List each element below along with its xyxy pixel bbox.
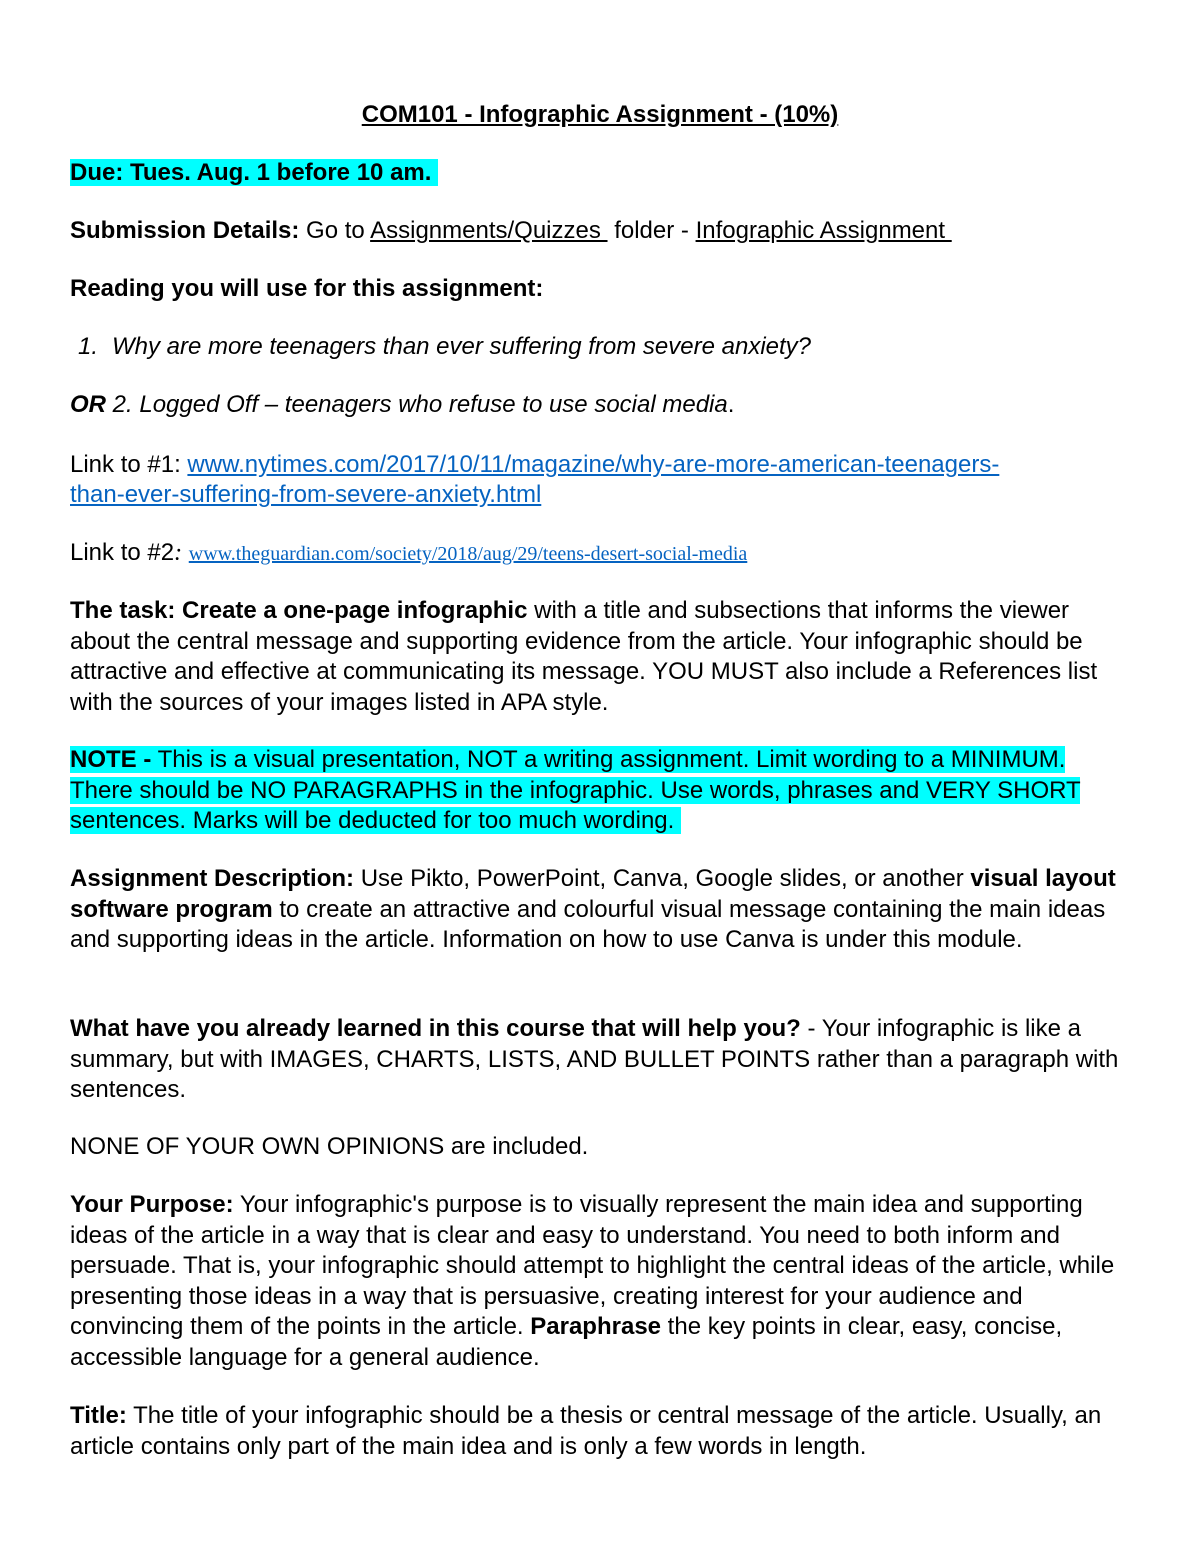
document-title: COM101 - Infographic Assignment - (10%) (361, 101, 839, 128)
opinions-text: NONE OF YOUR OWN OPINIONS are included. (70, 1133, 589, 1160)
task-paragraph (70, 596, 1130, 718)
learned-text: - Your infographic is like a summary, but with IMAGES, CHARTS, LISTS, AND BULLET POINTS rather than a paragraph with sentences. (70, 1015, 1119, 1103)
submission-text-middle: folder - (607, 217, 696, 244)
reading-heading (70, 274, 1130, 304)
link-2-colon: : (174, 540, 183, 566)
reading-item-2-number: 2. (106, 391, 133, 418)
note-label: NOTE - (70, 746, 152, 773)
link-1-line-2 (70, 480, 1130, 510)
nytimes-link[interactable]: www.nytimes.com/2017/10/11/magazine/why-are-more-american-teenagers- (187, 451, 1000, 478)
purpose-text-2: the key points in clear, easy, concise, accessible language for a general audience. (70, 1313, 1063, 1371)
note-paragraph (70, 745, 1130, 837)
purpose-bold: Paraphrase (530, 1313, 662, 1340)
reading-or-label: OR (70, 391, 106, 418)
description-text-1: Use Pikto, PowerPoint, Canva, Google slides, or another (354, 865, 971, 892)
link-1-line-1 (70, 450, 1130, 480)
reading-item-2-period: . (727, 391, 735, 418)
note-text: This is a visual presentation, NOT a writing assignment. Limit wording to a MINIMUM. There should be NO PARAGRAPHS in the infographic. Use words, phrases and VERY SHORT sentences. Marks will be deducted for too much wording. (70, 746, 1081, 834)
reading-item-1-title: Why are more teenagers than ever suffering from severe anxiety? (112, 333, 812, 360)
task-label: The task: (70, 597, 176, 624)
link-2-label: Link to #2 (70, 539, 175, 566)
guardian-link[interactable]: www.theguardian.com/society/2018/aug/29/teens-desert-social-media (188, 543, 748, 565)
reading-item-1-number: 1. (78, 333, 99, 360)
description-bold: visual layout software program (70, 865, 1116, 923)
link-1-label: Link to #1: (70, 451, 181, 478)
submission-text-before: Go to (299, 217, 371, 244)
submission-details (70, 216, 1130, 246)
learned-label: What have you already learned in this course that will help you? (70, 1015, 801, 1042)
description-text-2: to create an attractive and colourful visual message containing the main ideas and supporting ideas in the article. Information on how to use Canva is under this module. (70, 895, 1106, 953)
purpose-text-1: Your infographic's purpose is to visually represent the main idea and supporting ideas of the article in a way that is clear and easy to understand. You need to both inform and persuade. That is, your infographic should attempt to highlight the central ideas of the article, while presenting those ideas in a way that is persuasive, creating interest for your audience and convincing them of the points in the article. (70, 1191, 1115, 1340)
link-2-line (70, 538, 1130, 569)
reading-heading-text: Reading you will use for this assignment: (70, 275, 544, 302)
description-paragraph (70, 864, 1130, 956)
task-bold-text: Create a one-page infographic (175, 597, 528, 624)
description-label: Assignment Description: (70, 865, 355, 892)
submission-label: Submission Details: (70, 217, 300, 244)
reading-item-1 (78, 332, 1130, 362)
purpose-paragraph (70, 1190, 1130, 1373)
reading-item-2-title: Logged Off – teenagers who refuse to use social media (132, 391, 728, 418)
learned-paragraph (70, 1014, 1130, 1106)
title-paragraph (70, 1401, 1130, 1462)
reading-item-2 (70, 390, 1130, 420)
title-section-label: Title: (70, 1402, 127, 1429)
title-section-text: The title of your infographic should be a thesis or central message of the article. Usually, an article contains only part of the main idea and is only a few words in length. (70, 1402, 1102, 1460)
infographic-assignment-link[interactable]: Infographic Assignment (695, 217, 952, 244)
task-text: with a title and subsections that informs the viewer about the central message and supporting evidence from the article. Your infographic should be attractive and effective at communicating its message. YOU MUST also include a References list with the sources of your images listed in APA style. (70, 597, 1098, 716)
assignments-quizzes-link[interactable]: Assignments/Quizzes (370, 217, 608, 244)
nytimes-link-continued[interactable]: than-ever-suffering-from-severe-anxiety.html (70, 481, 542, 508)
due-date (70, 158, 1130, 188)
due-date-text: Due: Tues. Aug. 1 before 10 am. (70, 159, 432, 186)
purpose-label: Your Purpose: (70, 1191, 234, 1218)
opinions-line (70, 1132, 1130, 1162)
